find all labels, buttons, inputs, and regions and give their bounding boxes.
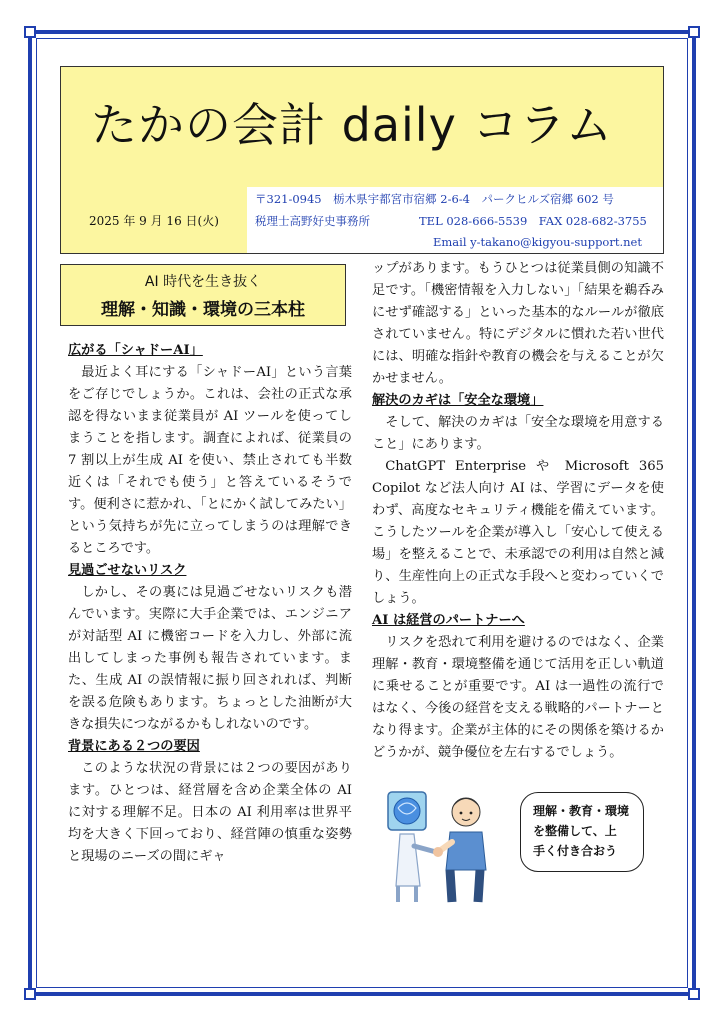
speech-bubble [520,792,644,872]
section-body: リスクを恐れて利用を避けるのではなく、企業理解・教育・環境整備を通じて活用を正しい軌道に乗せることが重要です。AI は一過性の流行ではなく、今後の経営を支える戦略的パートナーとなり得ます。企業が主体的にその関係を築けるかどうかが、競争優位を左右するでしょう。 [372,635,664,760]
office-email: Email y-takano@kigyou-support.net [433,235,642,249]
section-heading: 背景にある２つの要因 [68,739,200,754]
section-body-continued: ップがあります。もうひとつは従業員側の知識不足です。「機密情報を入力しない」「結果を鵜呑みにせず確認する」といった基本的なルールが徹底されていません。特にデジタルに慣れた若い世代には、明確な指針や教育の機会を与えることが欠かせません。 [372,261,664,386]
section-heading: AI は経営のパートナーへ [372,613,525,628]
masthead [60,66,664,254]
frame-corner [24,26,36,38]
speech-line: 理解・教育・環境 [533,804,630,818]
section-body: ChatGPT Enterprise や Microsoft 365 Copilot など法人向け AI は、学習にデータを使わず、高度なセキュリティ機能を備えています。こうしたツールを企業が導入し「安心して使える場」を整えることで、未承認での利用は自然と減り、生産性向上の正式な手段へと変わっていくでしょう。 [372,459,664,606]
section-heading: 広がる「シャドーAI」 [68,343,203,358]
office-tel-fax: TEL 028-666-5539 FAX 028-682-3755 [419,214,647,228]
section-body: しかし、その裏には見過ごせないリスクも潜んでいます。実際に大手企業では、エンジニアが対話型 AI に機密コードを入力し、外部に流出してしまった事例も報告されています。また、生成 AI の誤情報に振り回されれば、判断を誤る危険もあります。ちょっとした油断が大きな損失につながるかもしれないのです。 [68,585,352,732]
lead-title: 理解・知識・環境の三本柱 [101,300,305,320]
handshake-icon [433,847,443,857]
lead-subtitle: AI 時代を生き抜く [144,274,262,290]
frame-corner [688,988,700,1000]
issue-date: 2025 年 9 月 16 日(火) [89,214,219,228]
title-box [61,67,663,188]
section-body: 最近よく耳にする「シャドーAI」という言葉をご存じでしょうか。これは、会社の正式な承認を得ないまま従業員が AI ツールを使ってしまうことを指します。調査によれば、従業員の 7 割以上が生成 AI を使い、禁止されても半数近くは「それでも使う」と答えているそうです。便利さに惹かれ、「とにかく試してみたい」という気持ちが先に立ってしまうのは理解できるところです。 [68,365,352,556]
speech-line: を整備して、上 [533,824,617,838]
column-right [372,258,664,764]
robot-icon [388,792,436,902]
contact-cell [247,187,663,253]
section-body: そして、解決のカギは「安全な環境を用意すること」にあります。 [372,415,664,452]
frame-corner [688,26,700,38]
office-address: 〒321-0945 栃木県宇都宮市宿郷 2-6-4 パークヒルズ宿郷 602 号 [255,192,614,206]
speech-line: 手く付き合おう [533,844,618,858]
section-heading: 見過ごせないリスク [68,563,187,578]
frame-corner [24,988,36,1000]
office-name: 税理士高野好史事務所 [255,214,370,228]
section-heading: 解決のカギは「安全な環境」 [372,393,544,408]
page-title: たかの会計 daily コラム [91,98,613,152]
column-left [68,340,352,868]
section-body: このような状況の背景には２つの要因があります。ひとつは、経営層を含め企業全体の AI に対する理解不足。日本の AI 利用率は世界平均を大きく下回っており、経営陣の慎重な姿勢と現場のニーズの間にギャ [68,761,352,864]
person-icon [438,798,486,902]
lead-box [60,264,346,326]
date-cell [61,187,248,253]
